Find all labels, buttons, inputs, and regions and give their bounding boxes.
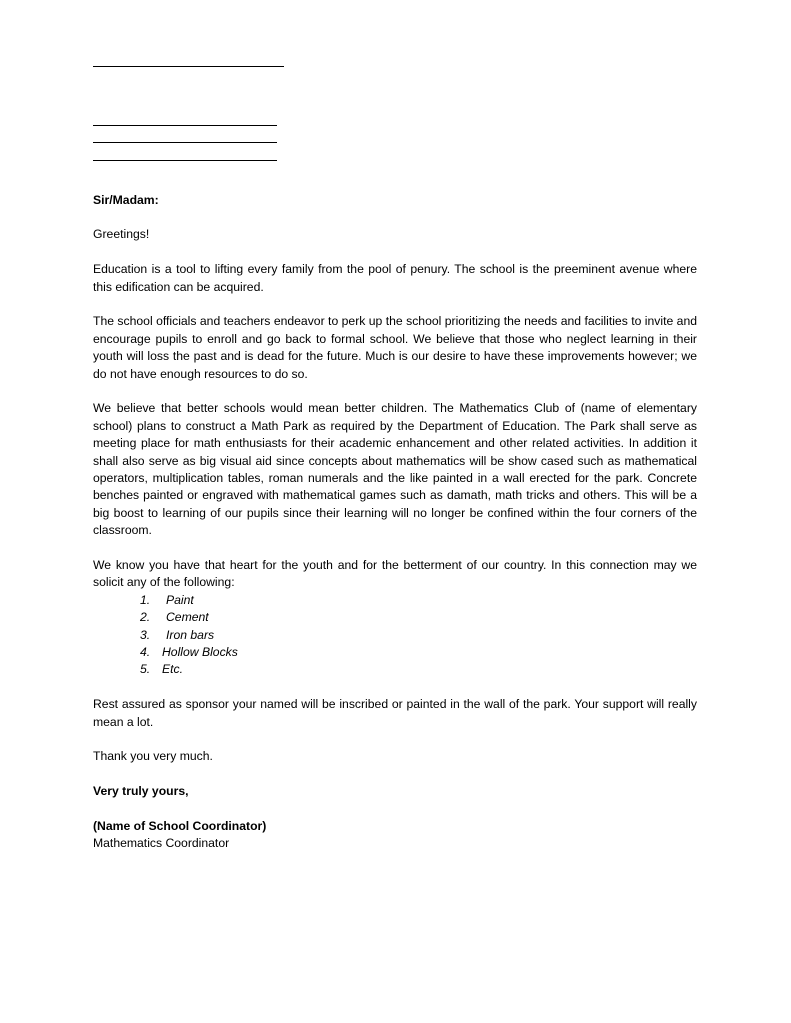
recipient-blank-line-2 <box>93 126 277 143</box>
signature-title: Mathematics Coordinator <box>93 836 230 851</box>
paragraph-school-officials: The school officials and teachers endeavor to perk up the school prioritizing the needs and facilities to invite and encourage pupils to enroll and go back to formal school. We believe that those who neglect learning in their youth will loss the past and is dead for the future. Much is our desire to have these improvements however; we do not have enough resources to do so. <box>93 314 697 381</box>
list-item-number: 4. <box>140 645 151 660</box>
paragraph-math-park: We believe that better schools would mean better children. The Mathematics Club of (name of elementary school) plans to construct a Math Park as required by the Department of Education. The Park shall serve as meeting place for math enthusiasts for their academic enhancement and other related activities. In addition it shall also serve as big visual aid since concepts about mathematics will be show cased such as mathematical operators, multiplication tables, roman numerals and the like painted in a wall erected for the park. Concrete benches painted or engraved with mathematical games such as damath, math tricks and others. This will be a big boost to learning of our pupils since their learning will no longer be confined within the four corners of the classroom. <box>93 401 697 538</box>
list-item <box>140 609 697 626</box>
salutation: Sir/Madam: <box>93 192 159 207</box>
closing: Very truly yours, <box>93 784 189 799</box>
list-item <box>140 627 697 644</box>
list-item-label: Etc. <box>162 662 183 677</box>
letter-body <box>93 54 697 853</box>
greeting: Greetings! <box>93 227 150 242</box>
list-item-number: 1. <box>140 592 151 607</box>
list-item <box>140 661 697 678</box>
date-blank-line <box>93 54 284 67</box>
paragraph-education: Education is a tool to lifting every family from the pool of penury. The school is the preeminent avenue where this edification can be acquired. <box>93 262 697 294</box>
list-item-label: Hollow Blocks <box>162 645 238 660</box>
signature-name: (Name of School Coordinator) <box>93 819 267 834</box>
list-item-number: 3. <box>140 627 151 642</box>
list-item-label: Cement <box>166 610 209 625</box>
list-item <box>140 592 697 609</box>
list-item-number: 2. <box>140 610 151 625</box>
solicit-list <box>93 592 697 679</box>
paragraph-rest-assured: Rest assured as sponsor your named will be inscribed or painted in the wall of the park. Your support will really mean a lot. <box>93 697 697 729</box>
list-item-label: Paint <box>166 592 194 607</box>
list-item <box>140 644 697 661</box>
recipient-blank-line-3 <box>93 143 277 160</box>
recipient-blank-line-1 <box>93 109 277 126</box>
paragraph-solicit: We know you have that heart for the youth and for the betterment of our country. In this connection may we solicit any of the following: <box>93 558 697 590</box>
list-item-label: Iron bars <box>166 627 215 642</box>
list-item-number: 5. <box>140 662 151 677</box>
thank-you-line: Thank you very much. <box>93 749 213 764</box>
